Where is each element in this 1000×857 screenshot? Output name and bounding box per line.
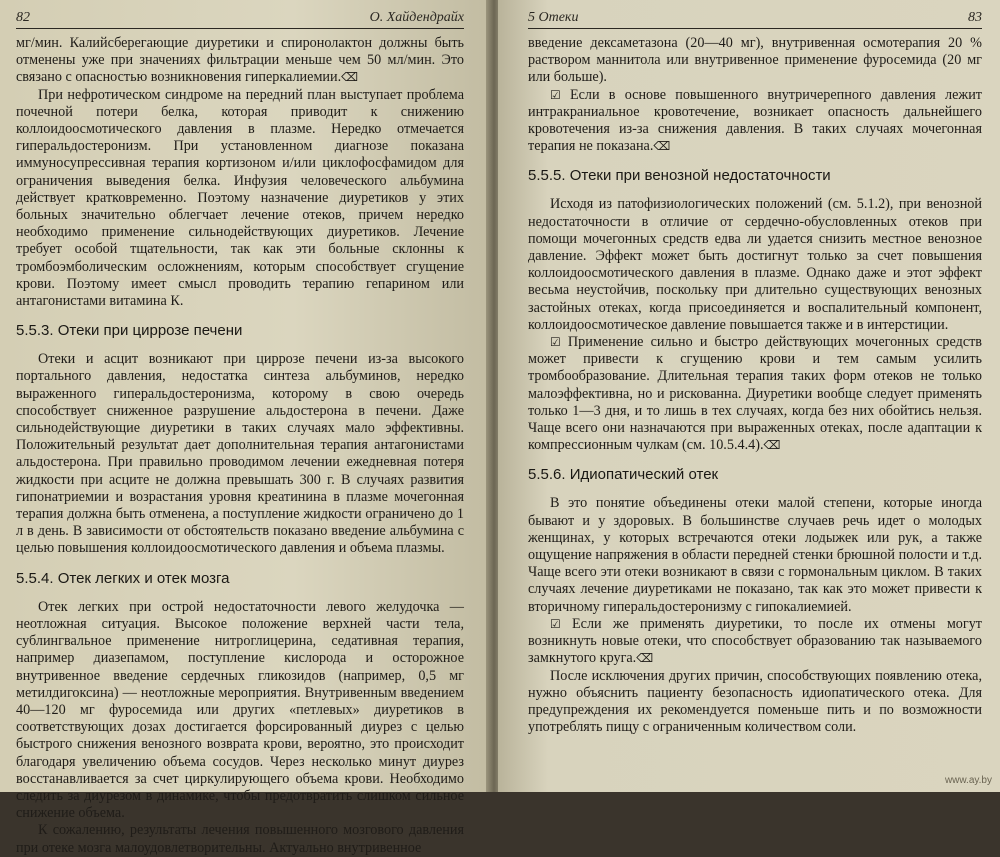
start-mark-icon: ☑ [550, 87, 561, 102]
right-running-head [528, 10, 982, 29]
section-heading-5-5-6: 5.5.6. Идиопатический отек [528, 466, 719, 484]
start-mark-icon: ☑ [550, 616, 561, 631]
right-paragraph-3: Исходя из патофизиологических положений (см. 5.1.2), при венозной недостаточности в отличие от сердечно-обусловленных отеков при помощи мочегонных средств едва ли удается снизить местное венозное давление. Эффект может быть достигнут только за счет повышения коллоидоосмотического давления в плазме. Однако даже и этот эффект весьма неустойчив, поскольку при длительно существующих венозных застойных отеках, когда присоединяется и воспалительный компонент, коллоидоосмотическое давление повышается также и в интерстиции. [528, 196, 982, 333]
right-paragraph-5: В это понятие объединены отеки малой степени, которые иногда бывают и у здоровых. В большинстве случаев речь идет о молодых женщинах, у которых встречаются отеки лодыжек или рук, а также ощущение напряжения в области передней стенки брюшной полости и т.д. Чаще всего эти отеки возникают в связи с гормональным циклом. В таких случаях лечение диуретиками не показано, так как это может привести к вторичному гиперальдостеронизму с гипокалиемией. [528, 495, 982, 615]
end-mark-icon: ⌫ [341, 70, 359, 85]
left-paragraph-2: При нефротическом синдроме на передний план выступает проблема почечной потери белка, которая приводит к снижению коллоидоосмотического давления в плазме. Нередко отмечается гиперальдостеронизм. При установленном диагнозе показана иммуносупрессивная терапия кортизоном и/или циклофосфамидом для ограничения выведения белка. Инфузия человеческого альбумина действует кратковременно. Поэтому назначение диуретиков у этих больных значительно облегчает лечение отеков, причем нередко необходимо применение сильнодействующих диуретиков. Лечение требует особой тщательности, так как эти больные склонны к тромбоэмболическим осложнениям, которым способствует сгущение крови. Поэтому имеет смысл проводить терапию гепарином или антагонистами витамина К. [16, 86, 464, 310]
watermark: www.ay.by [944, 775, 992, 786]
left-page [0, 0, 490, 856]
right-paragraph-4: ☑ Применение сильно и быстро действующих мочегонных средств может привести к сгущению крови и тем самым усилить тромбообразование. Длительная терапия таких форм отеков не только малоэффективна, но и рискованна. Диуретики вообще следует применять только 1—3 дня, и то лишь в тех случаях, когда без них обойтись нельзя. Чаще всего они назначаются при выраженных отеках, после адаптации к компрессионным чулкам (см. 10.5.4.4).⌫ [528, 334, 983, 454]
left-page-number: 82 [16, 10, 30, 25]
section-heading-5-5-5: 5.5.5. Отеки при венозной недостаточности [528, 167, 831, 185]
right-paragraph-6: ☑ Если же применять диуретики, то после их отмены могут возникнуть новые отеки, что способствует образованию так называемого замкнутого круга.⌫ [528, 615, 983, 667]
right-paragraph-2: ☑ Если в основе повышенного внутричерепного давления лежит интракраниальное кровотечение, возникает опасность дальнейшего кровотечения из-за снижения давления. В таких случаях мочегонная терапия не показана.⌫ [528, 86, 982, 155]
start-mark-icon: ☑ [550, 335, 561, 350]
section-heading-5-5-3: 5.5.3. Отеки при циррозе печени [16, 322, 243, 340]
right-paragraph-1: введение дексаметазона (20—40 мг), внутривенная осмотерапия 20 % раствором маннитола или внутривенное применение фуросемида (20 мг или больше). [528, 35, 982, 86]
left-paragraph-3: Отеки и асцит возникают при циррозе печени из-за высокого портального давления, недостатка синтеза альбуминов, нередко выраженного гиперальдостеронизма, которому в свою очередь способствует сниженное разрушение альдостерона в печени. Даже сильнодействующие диуретики в таких случаях мало эффективны. Положительный результат дает дополнительная терапия антагонистами альдостерона. При правильно проводимом лечении ежедневная потеря жидкости при асците не должна превышать 300 г. В случаях развития гипонатриемии и возрастания уровня креатинина в плазме мочегонная терапия должна быть отменена, а поступление жидкости ограничено до 1 л в день. В зависимости от обстоятельств показано введение альбумина с целью повышения коллоидоосмотического давления и объема плазмы. [16, 351, 464, 557]
left-running-head [16, 10, 464, 29]
left-running-title: О. Хайдендрайх [369, 10, 464, 25]
end-mark-icon: ⌫ [636, 651, 654, 666]
right-running-title: 5 Отеки [528, 10, 579, 25]
end-mark-icon: ⌫ [653, 139, 671, 154]
end-mark-icon: ⌫ [763, 438, 781, 453]
right-page [498, 0, 1000, 792]
right-paragraph-7: После исключения других причин, способствующих появлению отека, нужно объяснить пациенту безопасность идиопатического отека. Для предупреждения их рекомендуется поменьше пить и по возможности употреблять пищу с ограниченным количеством соли. [528, 667, 982, 736]
right-page-number: 83 [968, 10, 982, 25]
left-paragraph-4: Отек легких при острой недостаточности левого желудочка — неотложная ситуация. Высокое положение верхней части тела, сублингвальное применение нитроглицерина, седативная терапия, например диазепамом, поступление кислорода и осторожное внутривенное введение сердечных гликозидов (например, 0,5 мг метилдигоксина) — неотложные мероприятия. Внутривенным введением 40—120 мг фуросемида или других «петлевых» диуретиков в соответствующих дозах достигается форсированный диурез с целью быстрого снижения венозного возврата крови, вероятно, это происходит благодаря увеличению объема сосудов. Через несколько минут диурез восстанавливается за счет циркулирующего объема крови. Необходимо следить за диурезом в динамике, чтобы предотвратить слишком сильное снижение объема. [16, 598, 464, 822]
left-paragraph-1: мг/мин. Калийсберегающие диуретики и спиронолактон должны быть отменены уже при значениях фильтрации меньше чем 50 мл/мин. Это связано с опасностью возникновения гиперкалиемии.⌫ [16, 35, 464, 86]
section-heading-5-5-4: 5.5.4. Отек легких и отек мозга [16, 569, 230, 587]
left-paragraph-5: К сожалению, результаты лечения повышенного мозгового давления при отеке мозга малоудовлетворительны. Актуально внутривенное [16, 822, 464, 856]
